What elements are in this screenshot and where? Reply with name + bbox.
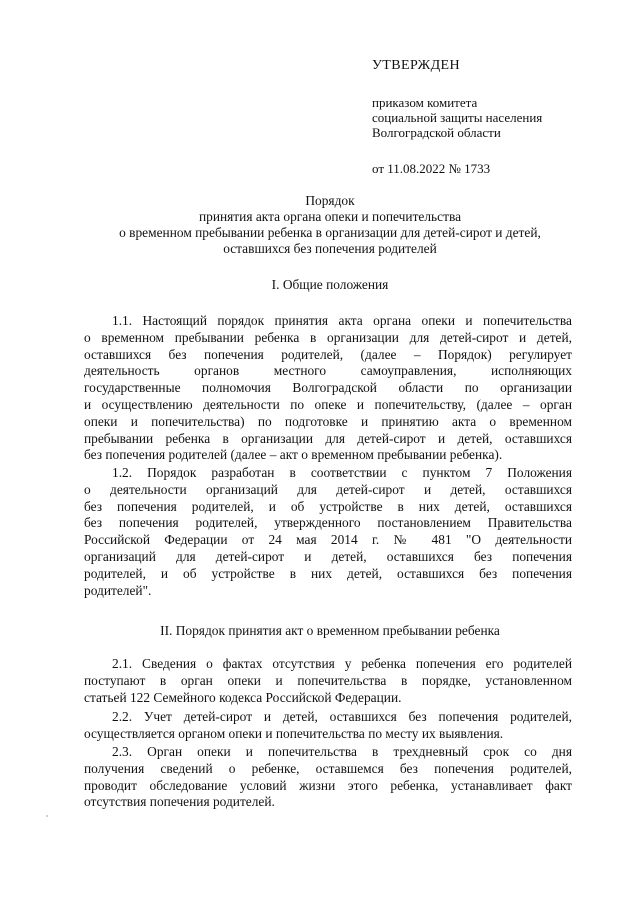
approval-date-number: от 11.08.2022 № 1733: [372, 161, 491, 176]
paragraph-line: и осуществлению деятельности по опеке и попечительству, (далее – орган: [84, 396, 572, 412]
paragraph-1-1: [84, 313, 572, 464]
scan-speck: [46, 815, 48, 817]
paragraph-2-1: [84, 656, 572, 706]
paragraph-line: без попечения родителей, утвержденного постановлением Правительства: [84, 515, 572, 531]
document-title-line: оставшихся без попечения родителей: [223, 241, 437, 256]
approval-order-line: Волгоградской области: [372, 125, 501, 140]
document-title-line: Порядок: [305, 193, 355, 208]
section-1-heading: I. Общие положения: [271, 277, 389, 292]
approval-order-line: приказом комитета: [372, 95, 478, 110]
paragraph-1-2: [84, 465, 572, 599]
approval-order-text: [372, 95, 612, 140]
paragraph-line: о временном пребывании ребенка в организации для детей-сирот и детей,: [84, 329, 572, 345]
paragraph-line: Российской Федерации от 24 мая 2014 г. № 481 "О деятельности: [84, 532, 572, 548]
paragraph-line: получения сведений о ребенке, оставшемся без попечения родителей,: [84, 760, 572, 776]
paragraph-line: 1.1. Настоящий порядок принятия акта органа опеки и попечительства: [112, 313, 572, 328]
document-title-line: принятия акта органа опеки и попечительства: [198, 209, 462, 224]
paragraph-line: 2.1. Сведения о фактах отсутствия у ребенка попечения его родителей: [112, 656, 572, 671]
paragraph-line: родителей".: [84, 582, 152, 598]
paragraph-line: без попечения родителей, и об устройстве в них детей, оставшихся: [84, 498, 572, 514]
paragraph-line: проводит обследование условий жизни этого ребенка, устанавливает факт: [84, 777, 572, 793]
document-title: [60, 193, 600, 257]
paragraph-line: государственные полномочия Волгоградской области по организации: [84, 380, 572, 396]
paragraph-line: организаций для детей-сирот и детей, оставшихся без попечения: [84, 548, 572, 564]
section-2-heading: II. Порядок принятия акт о временном пребывании ребенка: [160, 623, 500, 638]
paragraph-line: отсутствия попечения родителей.: [84, 794, 275, 810]
paragraph-2-3: [84, 744, 572, 811]
paragraph-line: деятельность органов местного самоуправления, исполняющих: [84, 363, 572, 379]
paragraph-line: без попечения родителей (далее – акт о временном пребывании ребенка).: [84, 447, 503, 463]
paragraph-line: опеки и попечительства) по подготовке и принятию акта о временном: [84, 413, 572, 429]
paragraph-line: оставшихся без попечения родителей, (далее – Порядок) регулирует: [84, 346, 572, 362]
document-title-line: о временном пребывании ребенка в организации для детей-сирот и детей,: [119, 225, 541, 240]
paragraph-line: 2.3. Орган опеки и попечительства в трехдневный срок со дня: [112, 744, 572, 759]
paragraph-line: осуществляется органом опеки и попечительства по месту их выявления.: [84, 725, 504, 741]
approved-label: УТВЕРЖДЕН: [372, 58, 461, 73]
paragraph-line: пребывании ребенка в организации для детей-сирот и детей, оставшихся: [84, 430, 572, 446]
paragraph-2-2: [84, 709, 572, 743]
paragraph-line: статьей 122 Семейного кодекса Российской Федерации.: [84, 689, 402, 705]
approval-stamp-block: [372, 58, 612, 176]
paragraph-line: о деятельности организаций для детей-сирот и детей, оставшихся: [84, 481, 572, 497]
paragraph-line: 2.2. Учет детей-сирот и детей, оставшихся без попечения родителей,: [112, 709, 572, 724]
approval-order-line: социальной защиты населения: [372, 110, 543, 125]
paragraph-line: родителей, и об устройстве в них детей, оставшихся без попечения: [84, 565, 572, 581]
paragraph-line: 1.2. Порядок разработан в соответствии с пунктом 7 Положения: [112, 465, 572, 480]
paragraph-line: поступают в орган опеки и попечительства в порядке, установленном: [84, 672, 572, 688]
